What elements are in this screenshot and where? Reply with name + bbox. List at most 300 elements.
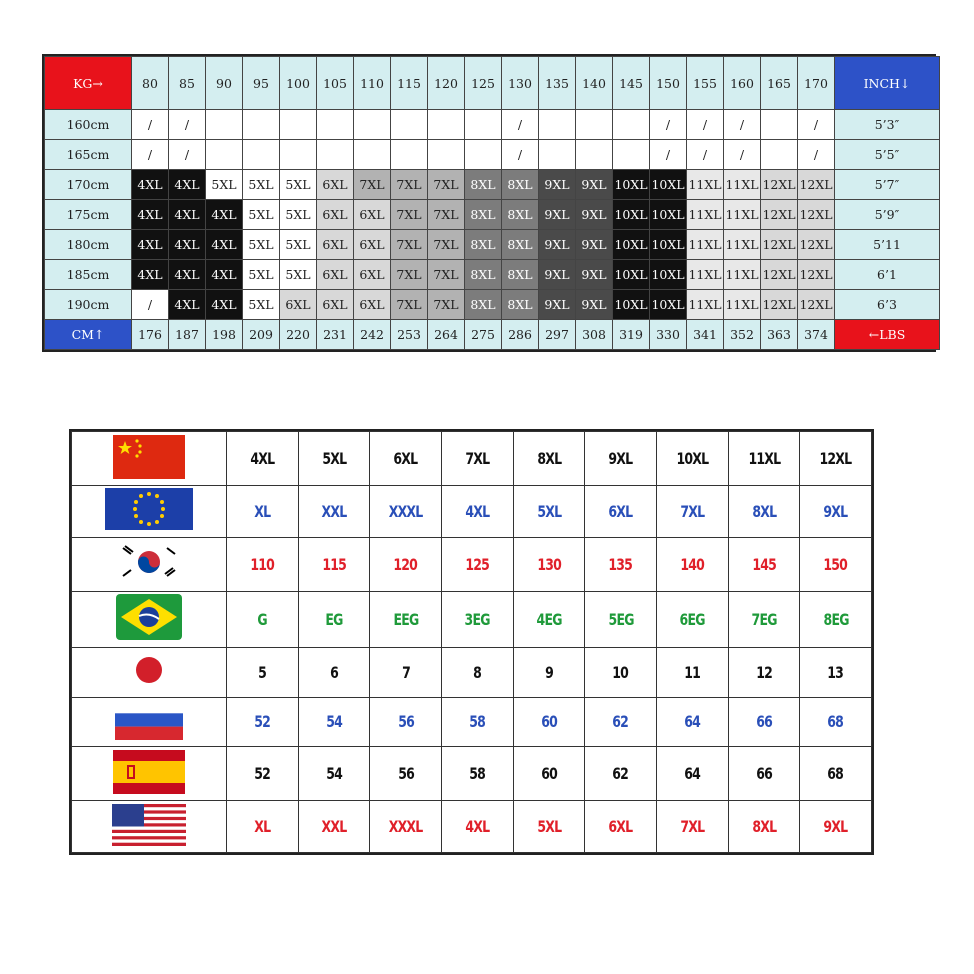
size-value-cell <box>441 697 513 747</box>
kg-value: 165 <box>761 57 798 110</box>
conversion-row-china <box>72 432 872 486</box>
size-value-cell <box>728 697 800 747</box>
size-value: 4XL <box>465 817 490 837</box>
kg-value: 95 <box>243 57 280 110</box>
size-cell: 10XL <box>613 290 650 320</box>
cm-value: 180cm <box>45 230 132 260</box>
size-cell <box>613 110 650 140</box>
size-cell: 8XL <box>502 170 539 200</box>
conversion-row-russia <box>72 697 872 747</box>
size-value-cell <box>800 747 872 801</box>
size-chart-table <box>44 56 940 350</box>
size-value-cell <box>441 537 513 591</box>
size-cell: 5XL <box>280 200 317 230</box>
size-value: 145 <box>752 554 776 574</box>
size-cell: 12XL <box>761 200 798 230</box>
kg-value: 120 <box>428 57 465 110</box>
size-cell <box>465 110 502 140</box>
size-cell: / <box>502 140 539 170</box>
size-cell: / <box>650 140 687 170</box>
size-cell: 11XL <box>687 200 724 230</box>
size-value-cell <box>441 486 513 538</box>
size-cell: / <box>169 110 206 140</box>
size-cell: 11XL <box>687 260 724 290</box>
size-value-cell <box>728 591 800 647</box>
kg-value: 140 <box>576 57 613 110</box>
size-cell: / <box>502 110 539 140</box>
size-cell: 5XL <box>280 170 317 200</box>
size-cell: 12XL <box>798 170 835 200</box>
lbs-value: 352 <box>724 320 761 350</box>
size-cell <box>465 140 502 170</box>
lbs-value: 275 <box>465 320 502 350</box>
size-cell <box>206 140 243 170</box>
size-cell: / <box>724 110 761 140</box>
size-cell: 6XL <box>354 290 391 320</box>
height-row <box>45 170 940 200</box>
size-value: 62 <box>612 712 629 732</box>
size-value-cell <box>370 591 442 647</box>
size-value: 12 <box>756 662 772 682</box>
size-value-cell <box>441 432 513 486</box>
size-cell: 9XL <box>576 170 613 200</box>
size-cell: 10XL <box>650 200 687 230</box>
size-value-cell <box>800 432 872 486</box>
lbs-footer-row <box>45 320 940 350</box>
size-cell: 11XL <box>687 230 724 260</box>
cm-value: 165cm <box>45 140 132 170</box>
size-cell: 6XL <box>317 260 354 290</box>
size-cell: 9XL <box>539 290 576 320</box>
size-value: 4XL <box>465 501 490 521</box>
size-value: 64 <box>684 764 701 784</box>
size-value: 6XL <box>608 817 633 837</box>
lbs-corner-label: ←LBS <box>835 320 940 350</box>
size-cell: 6XL <box>317 170 354 200</box>
size-value-cell <box>513 432 585 486</box>
size-value-cell <box>513 591 585 647</box>
size-cell: 7XL <box>391 230 428 260</box>
kg-value: 150 <box>650 57 687 110</box>
size-cell: 6XL <box>317 200 354 230</box>
size-value: XL <box>254 817 271 837</box>
size-value: 8EG <box>823 609 849 629</box>
size-cell: / <box>650 110 687 140</box>
size-value: 115 <box>322 554 346 574</box>
size-cell <box>280 110 317 140</box>
lbs-value: 374 <box>798 320 835 350</box>
size-conversion-chart <box>69 429 874 855</box>
size-value: 5XL <box>536 817 561 837</box>
size-value: 130 <box>537 554 561 574</box>
lbs-value: 286 <box>502 320 539 350</box>
size-value: 66 <box>756 712 772 732</box>
size-value-cell <box>298 697 370 747</box>
size-value: 7EG <box>751 609 777 629</box>
size-value: 10 <box>612 662 629 682</box>
size-cell: 4XL <box>132 230 169 260</box>
size-value-cell <box>513 648 585 698</box>
size-cell: 10XL <box>613 170 650 200</box>
flag-cell <box>72 486 227 538</box>
size-cell: 9XL <box>539 230 576 260</box>
size-value-cell <box>513 801 585 853</box>
flag-cell <box>72 591 227 647</box>
size-cell: 4XL <box>169 290 206 320</box>
size-cell: 8XL <box>465 290 502 320</box>
size-cell <box>539 110 576 140</box>
size-value-cell <box>441 648 513 698</box>
size-cell: / <box>724 140 761 170</box>
height-row <box>45 260 940 290</box>
spain-flag-icon <box>113 750 185 798</box>
size-value: 5 <box>258 662 267 682</box>
size-cell <box>354 140 391 170</box>
size-cell: 4XL <box>169 260 206 290</box>
cm-value: 160cm <box>45 110 132 140</box>
size-cell: 6XL <box>317 230 354 260</box>
size-value-cell <box>800 537 872 591</box>
size-cell: 9XL <box>576 200 613 230</box>
size-value-cell <box>370 747 442 801</box>
size-value: 66 <box>756 764 772 784</box>
size-value-cell <box>800 486 872 538</box>
lbs-value: 253 <box>391 320 428 350</box>
size-value: 56 <box>397 764 414 784</box>
size-value-cell <box>227 432 299 486</box>
size-cell: 7XL <box>354 170 391 200</box>
size-value-cell <box>585 486 657 538</box>
size-cell: 5XL <box>243 200 280 230</box>
kg-corner-label: KG→ <box>45 57 132 110</box>
size-value-cell <box>656 591 728 647</box>
size-value-cell <box>370 432 442 486</box>
kg-value: 90 <box>206 57 243 110</box>
size-value: 8XL <box>536 449 561 468</box>
size-cell: 5XL <box>243 230 280 260</box>
size-cell: 6XL <box>317 290 354 320</box>
size-cell: 4XL <box>132 200 169 230</box>
size-cell: / <box>132 110 169 140</box>
size-value: 9XL <box>823 501 848 521</box>
size-value-cell <box>298 747 370 801</box>
size-value-cell <box>656 432 728 486</box>
size-cell: 7XL <box>428 200 465 230</box>
eu-flag-icon <box>105 488 193 534</box>
size-cell <box>761 110 798 140</box>
size-value: 10XL <box>676 449 709 468</box>
size-value: EG <box>325 609 343 629</box>
size-cell <box>280 140 317 170</box>
size-cell: / <box>798 110 835 140</box>
size-value-cell <box>441 747 513 801</box>
size-cell: 4XL <box>206 200 243 230</box>
size-value: 4EG <box>536 609 562 629</box>
size-cell: 7XL <box>391 260 428 290</box>
size-cell: 12XL <box>798 200 835 230</box>
height-row <box>45 200 940 230</box>
size-value: 54 <box>326 712 342 732</box>
cm-corner-label: CM↑ <box>45 320 132 350</box>
size-cell: 8XL <box>502 290 539 320</box>
size-value: 54 <box>326 764 342 784</box>
size-cell: 7XL <box>428 260 465 290</box>
size-cell: 12XL <box>798 230 835 260</box>
size-cell: 8XL <box>465 170 502 200</box>
size-cell: 8XL <box>465 200 502 230</box>
size-value-cell <box>728 747 800 801</box>
size-value-cell <box>227 537 299 591</box>
flag-cell <box>72 697 227 747</box>
size-cell: 4XL <box>206 290 243 320</box>
inch-value: 5’3″ <box>835 110 940 140</box>
kg-value: 130 <box>502 57 539 110</box>
size-cell: 11XL <box>687 290 724 320</box>
height-row <box>45 230 940 260</box>
size-value-cell <box>728 801 800 853</box>
size-cell: 4XL <box>169 170 206 200</box>
size-value: XL <box>254 501 271 521</box>
lbs-value: 198 <box>206 320 243 350</box>
size-cell: 5XL <box>243 290 280 320</box>
size-value-cell <box>656 486 728 538</box>
inch-value: 5’9″ <box>835 200 940 230</box>
size-cell: / <box>687 140 724 170</box>
kg-value: 80 <box>132 57 169 110</box>
size-value: 7XL <box>680 817 705 837</box>
size-cell: 9XL <box>539 200 576 230</box>
size-value: 13 <box>827 662 844 682</box>
kg-value: 115 <box>391 57 428 110</box>
size-value: 8XL <box>751 501 776 521</box>
cm-value: 185cm <box>45 260 132 290</box>
lbs-value: 319 <box>613 320 650 350</box>
inch-value: 5’5″ <box>835 140 940 170</box>
size-cell <box>576 110 613 140</box>
size-cell: 6XL <box>354 230 391 260</box>
size-cell <box>317 140 354 170</box>
kg-value: 135 <box>539 57 576 110</box>
size-cell: 4XL <box>206 260 243 290</box>
height-row <box>45 140 940 170</box>
size-cell: 4XL <box>132 260 169 290</box>
size-value-cell <box>800 801 872 853</box>
size-value-cell <box>728 648 800 698</box>
size-value: 6XL <box>393 449 418 468</box>
size-cell <box>391 110 428 140</box>
size-value-cell <box>513 537 585 591</box>
size-cell: 12XL <box>798 260 835 290</box>
size-value: 120 <box>393 554 418 574</box>
size-value-cell <box>585 648 657 698</box>
size-cell: 6XL <box>354 200 391 230</box>
conversion-row-usa <box>72 801 872 853</box>
size-value: 6 <box>330 662 338 682</box>
size-cell: 5XL <box>243 260 280 290</box>
size-cell <box>243 110 280 140</box>
size-cell: 12XL <box>798 290 835 320</box>
size-cell: 4XL <box>132 170 169 200</box>
lbs-value: 330 <box>650 320 687 350</box>
size-cell: 8XL <box>502 230 539 260</box>
size-value: 6XL <box>608 501 633 521</box>
size-value-cell <box>298 648 370 698</box>
inch-value: 5’7″ <box>835 170 940 200</box>
size-value: 110 <box>250 554 275 574</box>
size-cell: / <box>132 140 169 170</box>
russia-flag-icon <box>115 700 183 744</box>
size-cell <box>761 140 798 170</box>
flag-cell <box>72 747 227 801</box>
size-cell <box>317 110 354 140</box>
inch-value: 6’1 <box>835 260 940 290</box>
size-value: 60 <box>541 712 557 732</box>
size-cell: 9XL <box>539 260 576 290</box>
size-cell <box>613 140 650 170</box>
inch-corner-label: INCH↓ <box>835 57 940 110</box>
size-cell: 11XL <box>724 200 761 230</box>
cm-value: 175cm <box>45 200 132 230</box>
size-value-cell <box>441 591 513 647</box>
size-value-cell <box>585 591 657 647</box>
size-value: 68 <box>827 764 844 784</box>
kg-header-row <box>45 57 940 110</box>
kg-value: 125 <box>465 57 502 110</box>
lbs-value: 341 <box>687 320 724 350</box>
lbs-value: 242 <box>354 320 391 350</box>
size-value-cell <box>227 648 299 698</box>
size-cell: 6XL <box>280 290 317 320</box>
size-cell: 11XL <box>724 290 761 320</box>
size-cell: 10XL <box>613 200 650 230</box>
size-value: 8XL <box>751 817 776 837</box>
size-value: XXXL <box>388 501 423 521</box>
size-cell: 11XL <box>724 230 761 260</box>
flag-cell <box>72 648 227 698</box>
conversion-row-spain <box>72 747 872 801</box>
size-value: 12XL <box>819 449 852 468</box>
size-value-cell <box>513 486 585 538</box>
size-value: 52 <box>254 764 271 784</box>
size-cell: 8XL <box>502 260 539 290</box>
height-row <box>45 110 940 140</box>
size-cell: / <box>798 140 835 170</box>
size-cell: 5XL <box>280 230 317 260</box>
size-cell <box>206 110 243 140</box>
size-chart <box>42 54 936 352</box>
size-cell: 8XL <box>465 230 502 260</box>
kg-value: 105 <box>317 57 354 110</box>
kg-value: 145 <box>613 57 650 110</box>
inch-value: 6’3 <box>835 290 940 320</box>
size-value-cell <box>585 801 657 853</box>
size-cell: 8XL <box>465 260 502 290</box>
size-conversion-table <box>71 431 872 853</box>
size-value-cell <box>370 801 442 853</box>
size-value-cell <box>585 747 657 801</box>
lbs-value: 264 <box>428 320 465 350</box>
size-value: 125 <box>465 554 490 574</box>
size-value: 8 <box>473 662 482 682</box>
size-value: XXL <box>321 817 347 837</box>
size-cell: 9XL <box>576 290 613 320</box>
brazil-flag-icon <box>116 594 182 644</box>
size-cell: 5XL <box>206 170 243 200</box>
size-value-cell <box>728 537 800 591</box>
size-value: 62 <box>612 764 629 784</box>
size-value-cell <box>298 591 370 647</box>
size-value: 58 <box>469 712 486 732</box>
size-value-cell <box>728 486 800 538</box>
size-cell: / <box>132 290 169 320</box>
size-cell: 11XL <box>724 260 761 290</box>
lbs-value: 220 <box>280 320 317 350</box>
size-cell <box>354 110 391 140</box>
height-row <box>45 290 940 320</box>
size-cell: 12XL <box>761 230 798 260</box>
size-value: 52 <box>254 712 271 732</box>
size-value-cell <box>656 537 728 591</box>
size-value-cell <box>227 697 299 747</box>
lbs-value: 187 <box>169 320 206 350</box>
size-value: 150 <box>823 554 848 574</box>
size-value-cell <box>227 486 299 538</box>
size-value-cell <box>585 697 657 747</box>
size-cell: 10XL <box>650 230 687 260</box>
kg-value: 155 <box>687 57 724 110</box>
size-value-cell <box>441 801 513 853</box>
size-value: G <box>257 609 268 629</box>
lbs-value: 231 <box>317 320 354 350</box>
size-value-cell <box>298 537 370 591</box>
flag-cell <box>72 801 227 853</box>
size-value: 135 <box>608 554 633 574</box>
kg-value: 160 <box>724 57 761 110</box>
size-value-cell <box>370 697 442 747</box>
flag-cell <box>72 432 227 486</box>
usa-flag-icon <box>112 804 186 850</box>
size-cell: 11XL <box>724 170 761 200</box>
size-value: 5EG <box>608 609 634 629</box>
korea-flag-icon <box>117 540 181 588</box>
size-value-cell <box>585 432 657 486</box>
size-value: 7XL <box>465 449 490 468</box>
size-cell: 7XL <box>428 230 465 260</box>
size-value: 64 <box>684 712 701 732</box>
size-cell: / <box>169 140 206 170</box>
size-value-cell <box>585 537 657 591</box>
size-cell: 7XL <box>391 290 428 320</box>
size-value: 7XL <box>680 501 705 521</box>
size-value: 5XL <box>322 449 346 468</box>
size-cell: 7XL <box>428 170 465 200</box>
size-value-cell <box>800 648 872 698</box>
size-value: 11 <box>684 662 701 682</box>
size-value: 11XL <box>748 449 780 468</box>
size-cell <box>539 140 576 170</box>
size-value: XXL <box>321 501 347 521</box>
lbs-value: 176 <box>132 320 169 350</box>
size-value-cell <box>800 591 872 647</box>
size-value: 60 <box>541 764 557 784</box>
size-value: 7 <box>401 662 410 682</box>
size-cell <box>243 140 280 170</box>
size-value-cell <box>370 537 442 591</box>
size-cell: 12XL <box>761 290 798 320</box>
size-cell: 9XL <box>539 170 576 200</box>
conversion-row-japan <box>72 648 872 698</box>
kg-value: 170 <box>798 57 835 110</box>
